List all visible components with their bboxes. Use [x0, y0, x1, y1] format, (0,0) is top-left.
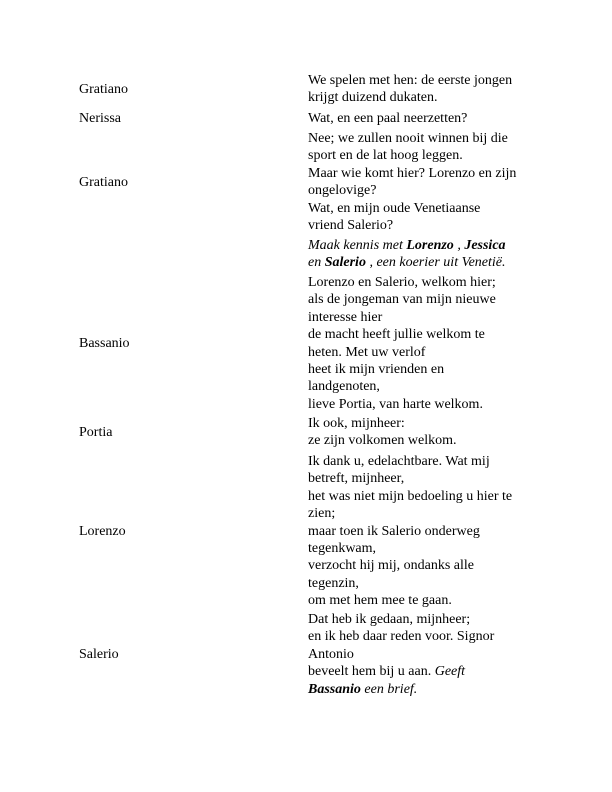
- dialogue-line: [308, 432, 539, 449]
- dialogue-line: [308, 200, 539, 217]
- text-run: lieve Portia, van harte welkom.: [308, 396, 483, 412]
- text-run: om met hem mee te gaan.: [308, 593, 452, 609]
- character-name: Bassanio: [308, 681, 361, 697]
- text-run: Dat heb ik gedaan, mijnheer;: [308, 612, 471, 627]
- stage-direction-row: [79, 237, 539, 272]
- dialogue-line: [308, 165, 539, 182]
- dialogue-line: [308, 611, 539, 628]
- text-run: Ik ook, mijnheer:: [308, 416, 405, 431]
- speaker-name: Lorenzo: [79, 523, 126, 539]
- speaker-name: Gratiano: [79, 174, 128, 190]
- text-run: verzocht hij mij, ondanks alle: [308, 558, 475, 574]
- dialogue-line: [308, 415, 539, 432]
- text-run: de macht heeft jullie welkom te: [308, 327, 485, 343]
- dialogue-row: [79, 415, 539, 450]
- text-run: als de jongeman van mijn nieuwe: [308, 292, 496, 308]
- text-run: Lorenzo en Salerio, welkom hier;: [308, 275, 496, 290]
- dialogue-line: [308, 396, 539, 413]
- dialogue-line: [308, 378, 539, 395]
- text-run: en: [308, 255, 325, 271]
- dialogue-row: [79, 110, 539, 127]
- dialogue-line: [308, 326, 539, 343]
- dialogue-row: [79, 130, 539, 234]
- text-run: beveelt hem bij u aan.: [308, 664, 435, 680]
- dialogue-line: [308, 110, 539, 127]
- dialogue-lines: [308, 274, 539, 413]
- dialogue-line: [308, 453, 539, 470]
- dialogue-line: [308, 575, 539, 592]
- dialogue-line: [308, 557, 539, 574]
- stage-direction: [308, 237, 539, 272]
- dialogue-line: [308, 182, 539, 199]
- text-run: heten. Met uw verlof: [308, 344, 426, 360]
- dialogue-lines: [308, 72, 539, 107]
- text-run: We spelen met hen: de eerste jongen: [308, 73, 513, 88]
- text-run: Maar wie komt hier? Lorenzo en zijn: [308, 165, 517, 181]
- dialogue-line: [308, 147, 539, 164]
- text-run: Wat, en een paal neerzetten?: [308, 111, 468, 126]
- dialogue-line: [308, 237, 539, 254]
- dialogue-lines: [308, 110, 539, 127]
- dialogue-row: [79, 274, 539, 413]
- text-run: ongelovige?: [308, 183, 377, 199]
- text-run: betreft, mijnheer,: [308, 471, 405, 487]
- text-run: en ik heb daar reden voor. Signor: [308, 629, 495, 645]
- text-run: Wat, en mijn oude Venetiaanse: [308, 200, 481, 216]
- speaker-name: Portia: [79, 424, 113, 440]
- dialogue-row: [79, 611, 539, 698]
- dialogue-line: [308, 540, 539, 557]
- dialogue-line: [308, 488, 539, 505]
- dialogue-row: [79, 453, 539, 610]
- text-run: interesse hier: [308, 309, 383, 325]
- text-run: ,: [453, 238, 465, 253]
- dialogue-line: [308, 681, 539, 698]
- text-run: Nee; we zullen nooit winnen bij die: [308, 131, 508, 146]
- dialogue-line: [308, 628, 539, 645]
- character-name: Jessica: [464, 238, 506, 253]
- dialogue-line: [308, 291, 539, 308]
- text-run: een brief.: [360, 681, 418, 697]
- dialogue-line: [308, 646, 539, 663]
- dialogue-line: [308, 274, 539, 291]
- dialogue-line: [308, 523, 539, 540]
- dialogue-lines: [308, 415, 539, 450]
- dialogue-line: [308, 89, 539, 106]
- dialogue-lines: [308, 130, 539, 234]
- text-run: ze zijn volkomen welkom.: [308, 433, 457, 449]
- text-run: , een koerier uit Venetië.: [365, 255, 506, 271]
- text-run: Antonio: [308, 646, 354, 662]
- text-run: krijgt duizend dukaten.: [308, 90, 438, 106]
- dialogue-line: [308, 361, 539, 378]
- character-name: Salerio: [324, 255, 366, 271]
- text-run: landgenoten,: [308, 379, 380, 395]
- dialogue-lines: [308, 611, 539, 698]
- text-run: tegenzin,: [308, 575, 359, 591]
- dialogue-lines: [308, 453, 539, 610]
- text-run: sport en de lat hoog leggen.: [308, 148, 463, 164]
- speaker-name: Nerissa: [79, 111, 121, 127]
- text-run: maar toen ik Salerio onderweg: [308, 523, 480, 539]
- dialogue-line: [308, 309, 539, 326]
- dialogue-line: [308, 592, 539, 609]
- text-run: Geeft: [434, 664, 466, 680]
- text-run: vriend Salerio?: [308, 218, 394, 234]
- text-run: zien;: [308, 506, 336, 522]
- text-run: heet ik mijn vrienden en: [308, 362, 445, 378]
- dialogue-line: [308, 663, 539, 680]
- dialogue-line: [308, 217, 539, 234]
- dialogue-line: [308, 505, 539, 522]
- text-run: Ik dank u, edelachtbare. Wat mij: [308, 454, 490, 469]
- dialogue-line: [308, 130, 539, 147]
- text-run: tegenkwam,: [308, 541, 377, 557]
- text-run: het was niet mijn bedoeling u hier te: [308, 488, 513, 504]
- dialogue-line: [308, 72, 539, 89]
- dialogue-line: [308, 470, 539, 487]
- character-name: Lorenzo: [406, 238, 454, 253]
- speaker-name: Bassanio: [79, 336, 130, 352]
- text-run: Maak kennis met: [308, 238, 407, 253]
- dialogue-line: [308, 344, 539, 361]
- dialogue-line: [308, 254, 539, 271]
- dialogue-row: [79, 72, 539, 107]
- speaker-name: Gratiano: [79, 81, 128, 97]
- speaker-name: Salerio: [79, 647, 119, 663]
